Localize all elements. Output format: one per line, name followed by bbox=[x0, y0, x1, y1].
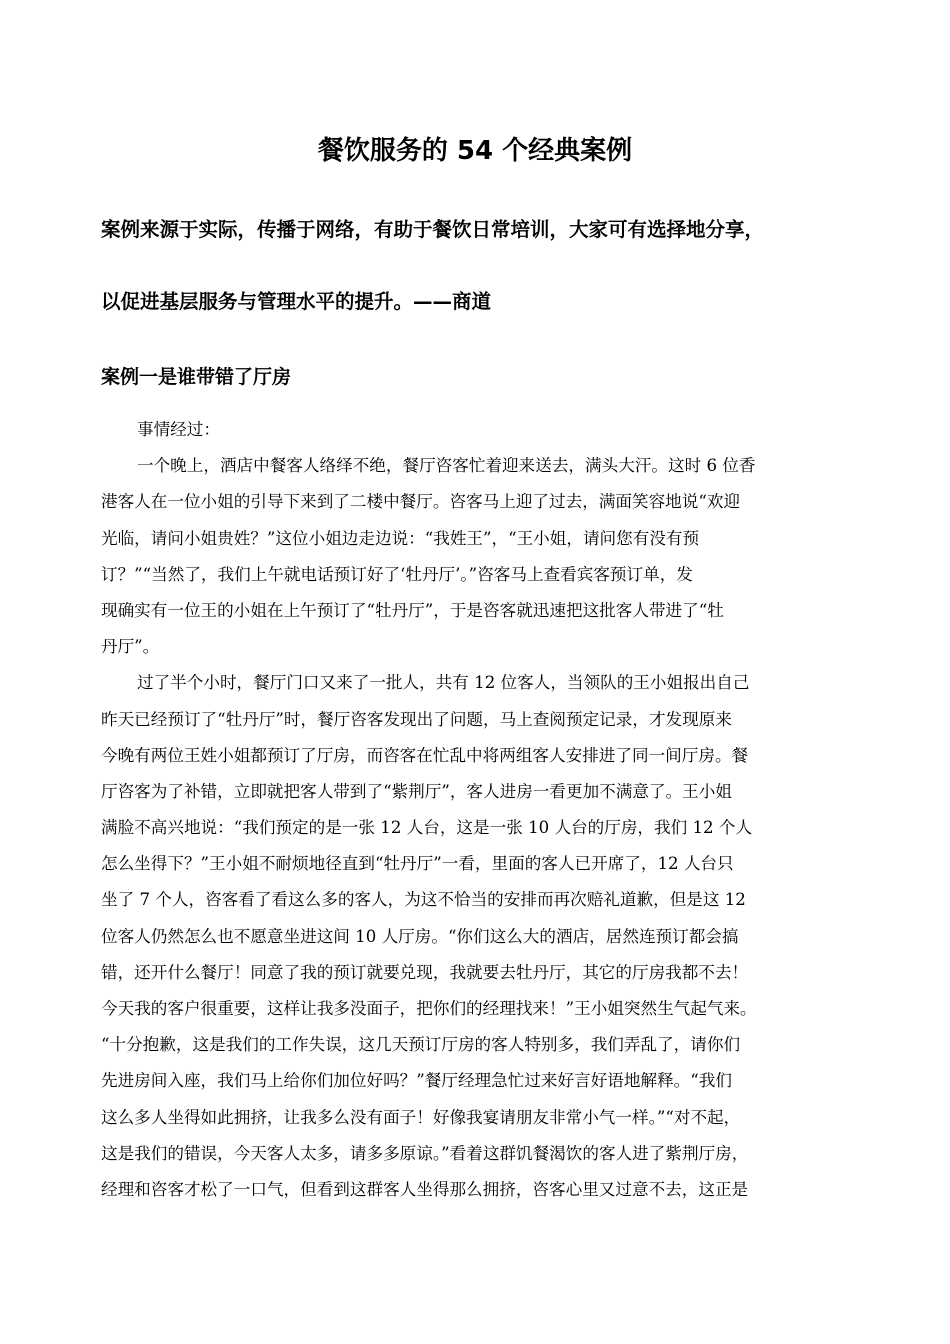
body-line: 一个晚上，酒店中餐客人络绎不绝，餐厅咨客忙着迎来送去，满头大汗。这时 6 位香 bbox=[137, 456, 756, 476]
body-line: 昨天已经预订了“牡丹厅”时，餐厅咨客发现出了问题，马上查阅预定记录，才发现原来 bbox=[101, 709, 732, 729]
body-line: 满脸不高兴地说：“我们预定的是一张 12 人台，这是一张 10 人台的厅房，我们 12 个人 bbox=[101, 818, 753, 838]
body-line: 厅咨客为了补错，立即就把客人带到了“紫荆厅”，客人进房一看更加不满意了。王小姐 bbox=[101, 781, 732, 801]
intro-line-2: 以促进基层服务与管理水平的提升。——商道 bbox=[101, 290, 492, 313]
document-title: 餐饮服务的 54 个经典案例 bbox=[317, 136, 633, 166]
intro-line-1: 案例来源于实际，传播于网络，有助于餐饮日常培训，大家可有选择地分享， bbox=[101, 218, 765, 241]
body-line: 光临，请问小姐贵姓？”这位小姐边走边说：“我姓王”，“王小姐，请问您有没有预 bbox=[101, 528, 700, 548]
body-line: 事情经过： bbox=[137, 420, 220, 439]
body-line: 今天我的客户很重要，这样让我多没面子，把你们的经理找来！”王小姐突然生气起气来。 bbox=[101, 999, 757, 1018]
body-line: 位客人仍然怎么也不愿意坐进这间 10 人厅房。“你们这么大的酒店，居然连预订都会搞 bbox=[101, 926, 739, 946]
case-body bbox=[101, 412, 861, 1208]
body-line: 丹厅”。 bbox=[101, 637, 160, 657]
body-line: 怎么坐得下？”王小姐不耐烦地径直到“牡丹厅”一看，里面的客人已开席了，12 人台只 bbox=[101, 854, 734, 874]
body-line: 现确实有一位王的小姐在上午预订了“牡丹厅”，于是咨客就迅速把这批客人带进了“牡 bbox=[101, 600, 724, 620]
body-line: 这么多人坐得如此拥挤，让我多么没有面子！好像我宴请朋友非常小气一样。”“对不起， bbox=[101, 1107, 741, 1127]
body-line: 经理和咨客才松了一口气，但看到这群客人坐得那么拥挤，咨客心里又过意不去，这正是 bbox=[101, 1179, 749, 1199]
case-heading: 案例一是谁带错了厅房 bbox=[101, 366, 292, 388]
body-line: 订？”“当然了，我们上午就电话预订好了‘牡丹厅’。”咨客马上查看宾客预订单，发 bbox=[101, 564, 693, 584]
body-line: 过了半个小时，餐厅门口又来了一批人，共有 12 位客人，当领队的王小姐报出自己 bbox=[137, 673, 750, 693]
body-line: 错，还开什么餐厅！同意了我的预订就要兑现，我就要去牡丹厅，其它的厅房我都不去！ bbox=[101, 962, 749, 982]
body-line: “十分抱歉，这是我们的工作失误，这几天预订厅房的客人特别多，我们弄乱了，请你们 bbox=[101, 1035, 741, 1055]
body-line: 坐了 7 个人，咨客看了看这么多的客人，为这不恰当的安排而再次赔礼道歉，但是这 12 bbox=[101, 890, 746, 910]
body-line: 这是我们的错误，今天客人太多，请多多原谅。”看着这群饥餐渴饮的客人进了紫荆厅房， bbox=[101, 1143, 749, 1163]
body-line: 今晚有两位王姓小姐都预订了厅房，而咨客在忙乱中将两组客人安排进了同一间厅房。餐 bbox=[101, 745, 749, 765]
body-line: 先进房间入座，我们马上给你们加位好吗？”餐厅经理急忙过来好言好语地解释。“我们 bbox=[101, 1071, 732, 1091]
body-line: 港客人在一位小姐的引导下来到了二楼中餐厅。咨客马上迎了过去，满面笑容地说“欢迎 bbox=[101, 492, 741, 512]
